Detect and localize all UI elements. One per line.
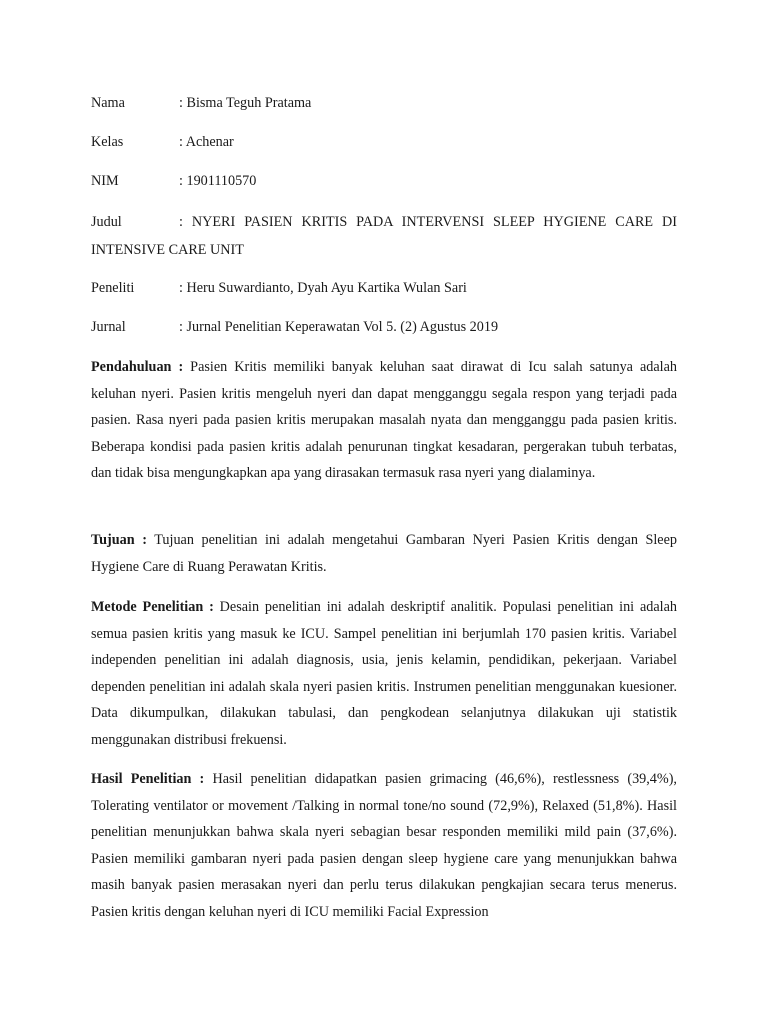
meta-judul-value-line2: INTENSIVE CARE UNIT xyxy=(91,242,244,258)
meta-nim-label: NIM xyxy=(91,173,119,189)
meta-nim-value: : 1901110570 xyxy=(179,173,257,189)
meta-judul-value-line1: : NYERI PASIEN KRITIS PADA INTERVENSI SLEEP HYGIENE CARE DI xyxy=(179,214,677,230)
meta-nama-label: Nama xyxy=(91,95,125,111)
meta-peneliti-value: : Heru Suwardianto, Dyah Ayu Kartika Wulan Sari xyxy=(179,280,467,296)
meta-jurnal-label: Jurnal xyxy=(91,319,126,335)
section-tujuan-body: Tujuan penelitian ini adalah mengetahui Gambaran Nyeri Pasien Kritis dengan Sleep Hygiene Care di Ruang Perawatan Kritis. xyxy=(91,532,678,575)
section-metode xyxy=(91,594,677,753)
meta-kelas-label: Kelas xyxy=(91,134,124,150)
meta-peneliti-label: Peneliti xyxy=(91,280,135,296)
section-tujuan xyxy=(91,527,677,580)
section-hasil-heading: Hasil Penelitian : xyxy=(91,771,205,787)
section-pendahuluan-body: Pasien Kritis memiliki banyak keluhan saat dirawat di Icu salah satunya adalah keluhan nyeri. Pasien kritis mengeluh nyeri dan dapat mengganggu segala respon yang terjadi pada pasien. Rasa nyeri pada pasien kritis merupakan masalah nyata dan mengganggu pada pasien kritis. Beberapa kondisi pada pasien kritis adalah penurunan tingkat kesadaran, pergerakan tubuh terbatas, dan tidak bisa mengungkapkan apa yang dirasakan termasuk rasa nyeri yang dialaminya. xyxy=(91,359,677,481)
section-metode-heading: Metode Penelitian : xyxy=(91,599,214,615)
meta-kelas-value: : Achenar xyxy=(179,134,234,150)
meta-nama-value: : Bisma Teguh Pratama xyxy=(179,95,312,111)
section-tujuan-heading: Tujuan : xyxy=(91,532,147,548)
section-metode-body: Desain penelitian ini adalah deskriptif analitik. Populasi penelitian ini adalah semua pasien kritis yang masuk ke ICU. Sampel penelitian ini berjumlah 170 pasien kritis. Variabel independen penelitian ini adalah diagnosis, usia, jenis kelamin, pendidikan, pekerjaan. Variabel dependen penelitian ini adalah skala nyeri pasien kritis. Instrumen penelitian menggunakan kuesioner. Data dikumpulkan, dilakukan tabulasi, dan pengkodean selanjutnya dilakukan uji statistik menggunakan distribusi frekuensi. xyxy=(91,599,677,748)
section-hasil-body: Hasil penelitian didapatkan pasien grimacing (46,6%), restlessness (39,4%), Tolerating ventilator or movement /Talking in normal tone/no sound (72,9%), Relaxed (51,8%). Hasil penelitian menunjukkan bahwa skala nyeri sebagian besar responden memiliki mild pain (37,6%). Pasien memiliki gambaran nyeri pada pasien dengan sleep hygiene care yang menunjukkan bahwa masih banyak pasien merasakan nyeri dan perlu terus dilakukan pengkajian secara terus menerus. Pasien kritis dengan keluhan nyeri di ICU memiliki Facial Expression xyxy=(91,771,677,920)
section-pendahuluan-heading: Pendahuluan : xyxy=(91,359,184,375)
meta-judul-label: Judul xyxy=(91,214,122,230)
section-hasil xyxy=(91,766,677,925)
meta-jurnal-value: : Jurnal Penelitian Keperawatan Vol 5. (2) Agustus 2019 xyxy=(179,319,499,335)
section-pendahuluan xyxy=(91,354,677,487)
